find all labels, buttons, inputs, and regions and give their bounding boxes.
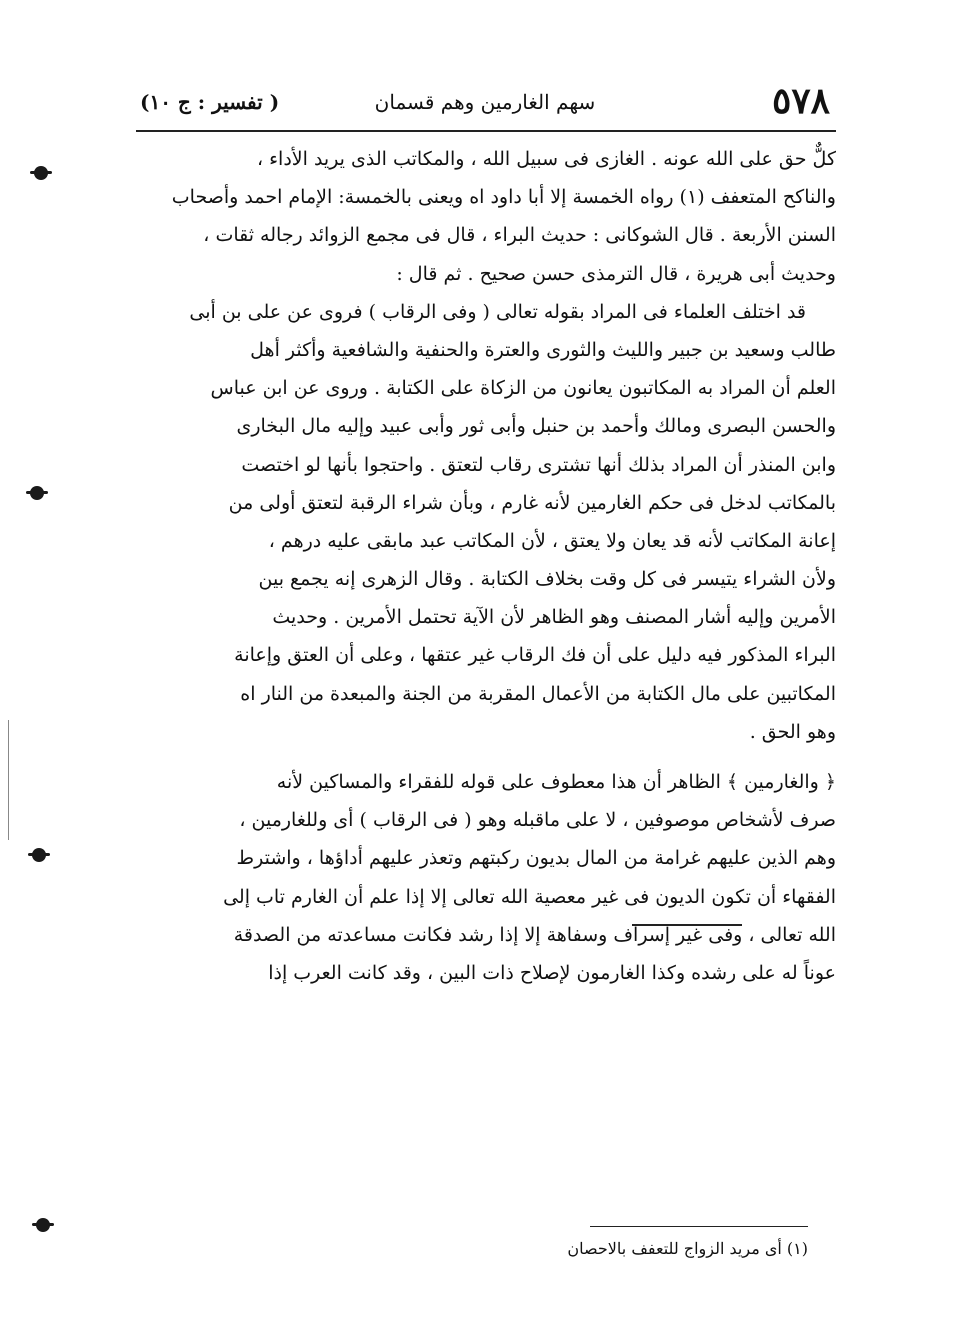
scan-blot-4 [36,1218,50,1232]
text-line: ولأن الشراء يتيسر فى كل وقت بخلاف الكتابة . وقال الزهرى إنه يجمع بين [258,568,836,591]
running-header [140,80,830,128]
text-line: الله تعالى ، وفى غير إسراف وسفاهة إلا إذا رشد فكانت مساعدته من الصدقة [233,923,836,946]
footnote: (١) أى مريد الزواج للتعفف بالاحصان [567,1239,808,1258]
scan-margin-line [8,720,9,840]
text-line: الفقهاء أن تكون الديون فى غير معصية الله تعالى إلا إذا علم أن الغارم تاب إلى [223,885,836,908]
text-line: المكاتبين على مال الكتابة من الأعمال المقربة من الجنة والمبعدة من النار اه [240,682,836,705]
text-line: البراء المذكور فيه دليل على أن فك الرقاب غير عتقها ، وعلى أن العتق وإعانة [234,644,836,667]
text-line: صرف لأشخاص موصوفين ، لا على ماقبله وهو ( فى الرقاب ) أى وللغارمين ، [239,809,836,832]
text-line: وهو الحق . [749,720,836,743]
text-line: والناكح المتعفف (١) رواه الخمسة إلا أبا داود اه ويعنى بالخمسة: الإمام احمد وأصحاب [171,186,836,209]
scan-blot-2 [30,486,44,500]
footnote-rule [590,1226,808,1227]
volume-reference: ( تفسير : ج ١٠) [140,90,280,114]
text-line: قد اختلف العلماء فى المراد بقوله تعالى ( وفى الرقاب ) فروى عن على بن أبى [189,300,806,323]
text-line: الأمرين وإليه أشار المصنف وهو الظاهر لأن الآية تحتمل الأمرين . وحديث [272,606,836,629]
text-line: كلٌّ حق على الله عونه . الغازى فى سبيل الله ، والمكاتب الذى يريد الأداء ، [256,148,836,170]
text-line: بالمكاتب لدخل فى حكم الغارمين لأنه غارم ، وبأن شراء الرقبة لتعتق أولى من [228,491,836,514]
text-line: العلم أن المراد به المكاتبون يعانون من الزكاة على الكتابة . وروى عن ابن عباس [210,377,836,400]
header-rule [136,130,836,132]
text-line: طالب وسعيد بن جبير والليث والثورى والعترة والحنفية والشافعية وأكثر أهل [250,338,836,361]
text-line: إعانة المكاتب لأنه قد يعان ولا يعتق ، لأن المكاتب عبد مابقى عليه درهم ، [268,529,836,552]
text-line: ﴿ والغارمين ﴾ الظاهر أن هذا معطوف على قوله للفقراء والمساكين لأنه [276,771,836,793]
text-line: وابن المنذر أن المراد بذلك أنها تشترى رقاب لتعتق . واحتجوا بأنها لو اختصت [241,453,836,476]
text-line: وهم الذين عليهم غرامة من المال بديون ركبتهم وتعذر عليهم أداؤها ، واشترط [236,847,836,870]
scan-blot-3 [32,848,46,862]
scan-blot-1 [34,166,48,180]
text-line: والحسن البصرى ومالك وأحمد بن حنبل وأبى ثور وأبى عبيد وإليه مال البخارى [236,415,836,438]
paragraph-gap [136,751,836,763]
text-line: السنن الأربعة . قال الشوكانى : حديث البراء ، قال فى مجمع الزوائد رجاله ثقات ، [203,224,836,247]
section-overline [632,924,742,926]
running-title: سهم الغارمين وهم قسمان [374,90,596,114]
text-line: وحديث أبى هريرة ، قال الترمذى حسن صحيح . ثم قال : [396,262,836,285]
page-number: ٥٧٨ [771,80,830,122]
body-text [136,140,836,992]
text-line: عوناً له على رشده وكذا الغارمون لإصلاح ذات البين ، وقد كانت العرب إذا [268,961,836,984]
